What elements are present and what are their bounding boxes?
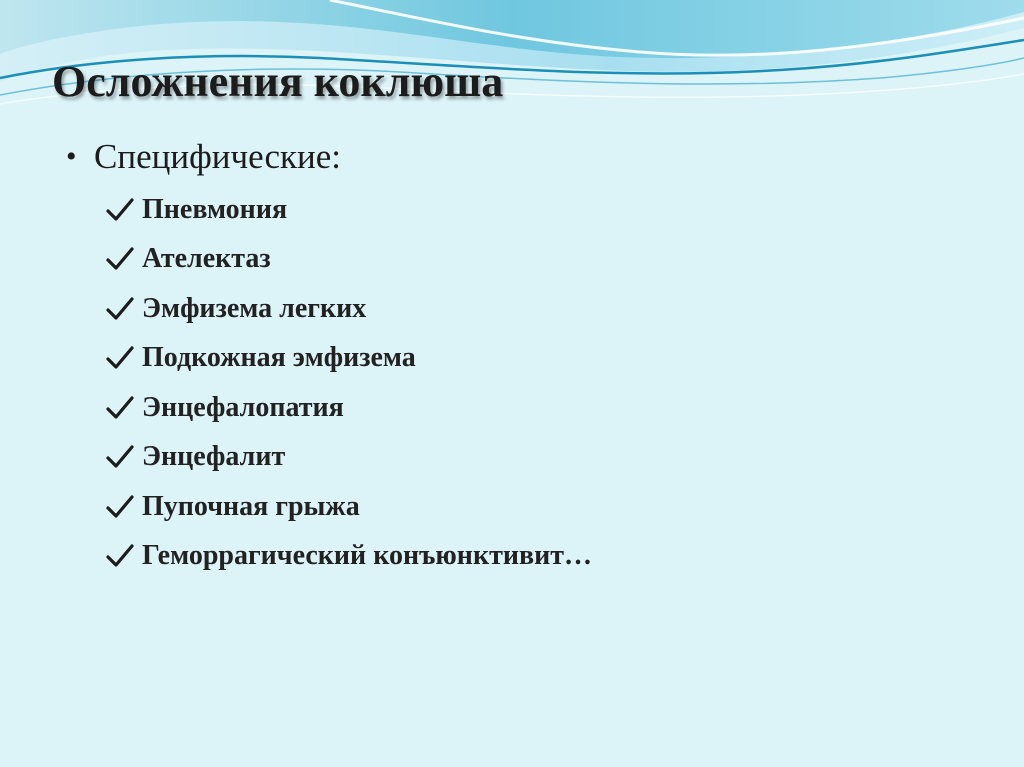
list-item-label: Ателектаз	[142, 243, 271, 275]
list-item-label: Пупочная грыжа	[142, 490, 360, 522]
checkmark-icon	[104, 494, 142, 520]
list-item	[104, 334, 592, 384]
list-item-label: Эмфизема легких	[142, 292, 367, 324]
list-item-label: Геморрагический конъюнктивит…	[142, 540, 592, 572]
bullet-dot-icon: •	[66, 140, 77, 173]
complications-list	[104, 185, 592, 581]
checkmark-icon	[104, 345, 142, 371]
list-item	[104, 433, 592, 483]
checkmark-icon	[104, 246, 142, 272]
section-label: Специфические:	[94, 137, 342, 176]
checkmark-icon	[104, 296, 142, 322]
list-item	[104, 284, 592, 334]
section-heading	[66, 133, 341, 181]
list-item	[104, 482, 592, 532]
checkmark-icon	[104, 543, 142, 569]
list-item	[104, 532, 592, 582]
slide-title: Осложнения коклюша	[52, 57, 504, 106]
checkmark-icon	[104, 444, 142, 470]
list-item	[104, 235, 592, 285]
list-item-label: Энцефалопатия	[142, 391, 344, 423]
list-item-label: Энцефалит	[142, 441, 286, 473]
checkmark-icon	[104, 395, 142, 421]
list-item	[104, 185, 592, 235]
list-item	[104, 383, 592, 433]
list-item-label: Пневмония	[142, 193, 288, 225]
checkmark-icon	[104, 197, 142, 223]
list-item-label: Подкожная эмфизема	[142, 342, 416, 374]
